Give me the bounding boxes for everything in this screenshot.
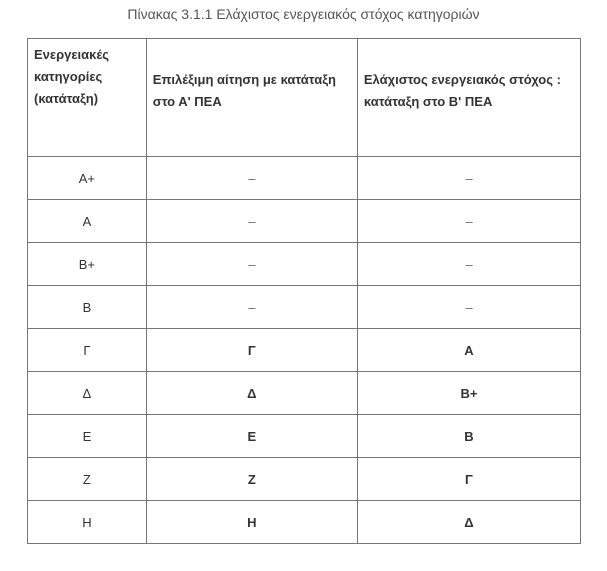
- energy-target-table: [27, 38, 581, 544]
- target-cell: –: [357, 157, 580, 200]
- table-row: [28, 372, 581, 415]
- header-eligible-application: [146, 39, 357, 157]
- eligible-cell: Η: [146, 501, 357, 544]
- eligible-cell: –: [146, 200, 357, 243]
- target-cell: –: [357, 200, 580, 243]
- eligible-cell: –: [146, 243, 357, 286]
- target-cell: Γ: [357, 458, 580, 501]
- category-cell: Ζ: [28, 458, 147, 501]
- table-row: [28, 458, 581, 501]
- table-row: [28, 501, 581, 544]
- header-energy-categories: [28, 39, 147, 157]
- target-cell: –: [357, 286, 580, 329]
- table-row: [28, 415, 581, 458]
- table-row: [28, 286, 581, 329]
- target-cell: –: [357, 243, 580, 286]
- table-row: [28, 329, 581, 372]
- table-row: [28, 243, 581, 286]
- category-cell: Β: [28, 286, 147, 329]
- category-cell: Α+: [28, 157, 147, 200]
- header-minimum-target-label: Ελάχιστος ενεργειακός στόχος : κατάταξη στο Β' ΠΕΑ: [363, 72, 561, 109]
- eligible-cell: –: [146, 286, 357, 329]
- category-cell: Δ: [28, 372, 147, 415]
- target-cell: Α: [357, 329, 580, 372]
- header-eligible-application-label: Επιλέξιμη αίτηση με κατάταξη στο Α' ΠΕΑ: [152, 72, 336, 109]
- table-row: [28, 200, 581, 243]
- eligible-cell: Γ: [146, 329, 357, 372]
- table-row: [28, 157, 581, 200]
- category-cell: Ε: [28, 415, 147, 458]
- header-minimum-target: [357, 39, 580, 157]
- target-cell: Β: [357, 415, 580, 458]
- target-cell: Β+: [357, 372, 580, 415]
- table-caption: Πίνακας 3.1.1 Ελάχιστος ενεργειακός στόχος κατηγοριών: [127, 6, 480, 22]
- eligible-cell: Δ: [146, 372, 357, 415]
- header-energy-categories-label: Ενεργειακές κατηγορίες (κατάταξη): [34, 47, 109, 106]
- target-cell: Δ: [357, 501, 580, 544]
- eligible-cell: Ζ: [146, 458, 357, 501]
- category-cell: Β+: [28, 243, 147, 286]
- table-header-row: [28, 39, 581, 157]
- eligible-cell: –: [146, 157, 357, 200]
- eligible-cell: Ε: [146, 415, 357, 458]
- category-cell: Η: [28, 501, 147, 544]
- category-cell: Α: [28, 200, 147, 243]
- category-cell: Γ: [28, 329, 147, 372]
